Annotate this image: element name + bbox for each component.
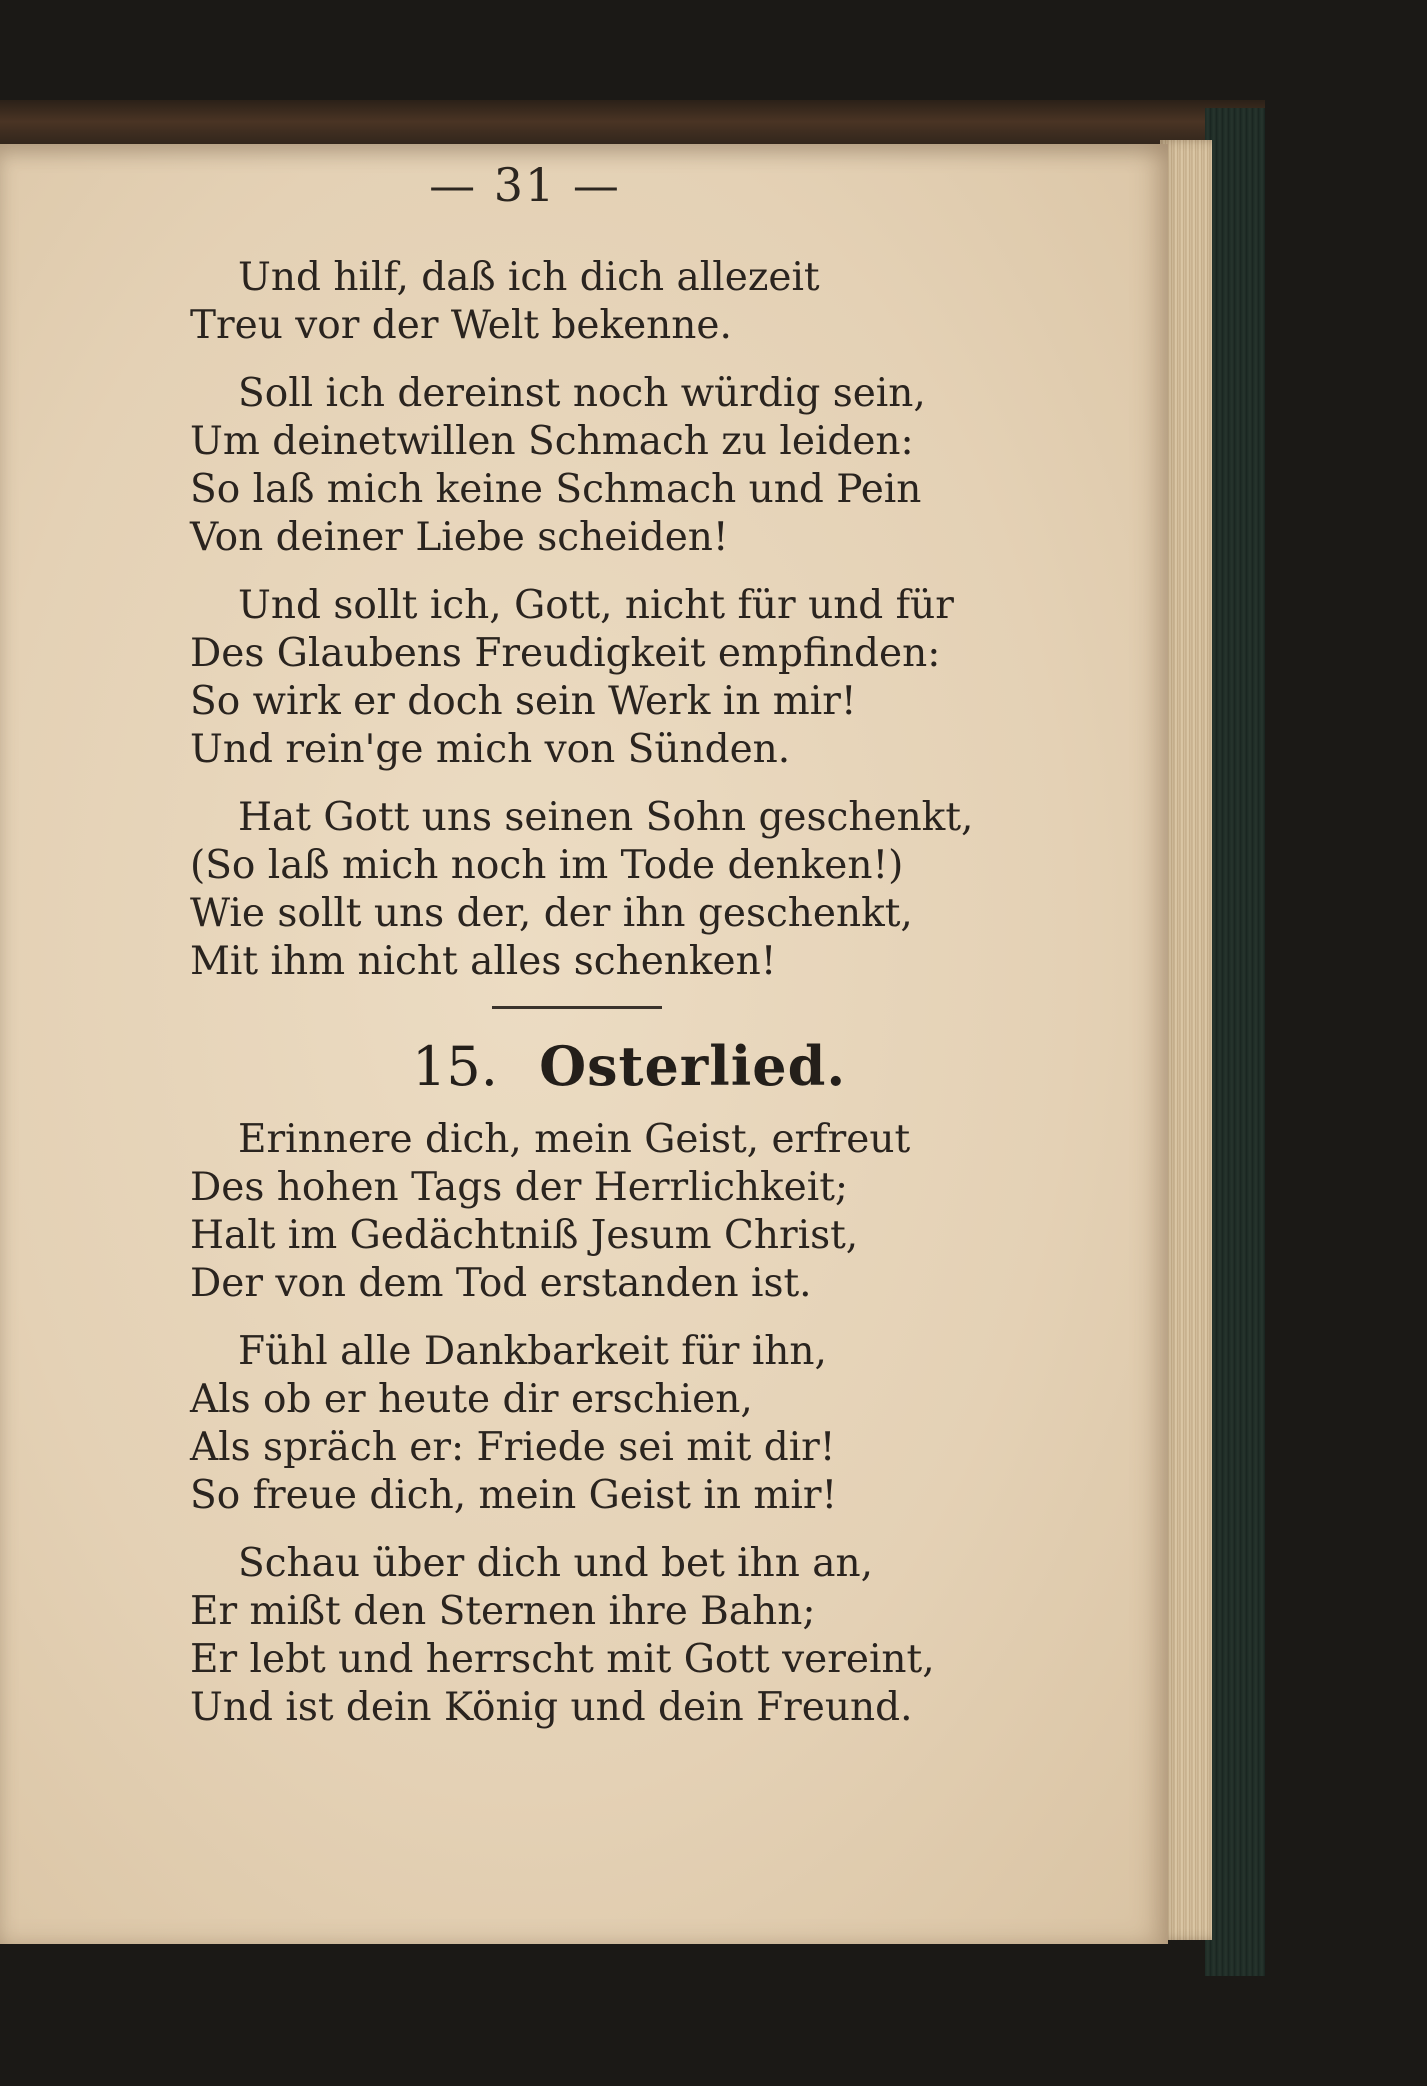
verse-line: Schau über dich und bet ihn an, (238, 1541, 874, 1586)
verse-line: Fühl alle Dankbarkeit für ihn, (238, 1329, 827, 1374)
verse-line: Erinnere dich, mein Geist, erfreut (238, 1117, 911, 1162)
verse-line: (So laß mich noch im Tode denken!) (190, 843, 904, 888)
stanza (190, 1116, 1070, 1308)
verse-line: So wirk er doch sein Werk in mir! (190, 679, 857, 724)
verse-line: Des hohen Tags der Herrlichkeit; (190, 1165, 849, 1210)
hymn-number: 15. (412, 1035, 498, 1098)
verse-line: Als spräch er: Friede sei mit dir! (190, 1425, 836, 1470)
verse-line: Er mißt den Sternen ihre Bahn; (190, 1589, 816, 1634)
book-page (0, 144, 1168, 1944)
verse-line: Und ist dein König und dein Freund. (190, 1685, 913, 1730)
verse-line: Wie sollt uns der, der ihn geschenkt, (190, 891, 913, 936)
verse-line: Als ob er heute dir erschien, (190, 1377, 753, 1422)
stanza (190, 370, 1070, 562)
verse-line: Soll ich dereinst noch würdig sein, (238, 371, 926, 416)
verse-line: Treu vor der Welt bekenne. (190, 303, 732, 348)
verse-line: Mit ihm nicht alles schenken! (190, 939, 777, 984)
page-number: — 31 — (429, 158, 621, 212)
hymn-title: Osterlied. (539, 1034, 847, 1098)
verse-line: So freue dich, mein Geist in mir! (190, 1473, 838, 1518)
hymn-heading (412, 1027, 1070, 1106)
section-divider (492, 1006, 662, 1009)
page-text (190, 254, 1070, 1752)
book-spine (1205, 108, 1265, 1976)
verse-line: So laß mich keine Schmach und Pein (190, 467, 922, 512)
stanza (190, 582, 1070, 774)
verse-line: Halt im Gedächtniß Jesum Christ, (190, 1213, 859, 1258)
book-cover-top (0, 100, 1265, 148)
previous-hymn-stanzas (190, 254, 1070, 986)
verse-line: Um deinetwillen Schmach zu leiden: (190, 419, 914, 464)
verse-line: Und rein'ge mich von Sünden. (190, 727, 791, 772)
verse-line: Hat Gott uns seinen Sohn geschenkt, (238, 795, 974, 840)
verse-line: Des Glaubens Freudigkeit empfinden: (190, 631, 941, 676)
verse-line: Und hilf, daß ich dich allezeit (238, 255, 820, 300)
verse-line: Er lebt und herrscht mit Gott vereint, (190, 1637, 935, 1682)
verse-line: Der von dem Tod erstanden ist. (190, 1261, 812, 1306)
hymn-stanzas (190, 1116, 1070, 1732)
stanza (190, 794, 1070, 986)
verse-line: Und sollt ich, Gott, nicht für und für (238, 583, 954, 628)
stanza (190, 1540, 1070, 1732)
stanza (190, 254, 1070, 350)
verse-line: Von deiner Liebe scheiden! (190, 515, 729, 560)
stanza (190, 1328, 1070, 1520)
